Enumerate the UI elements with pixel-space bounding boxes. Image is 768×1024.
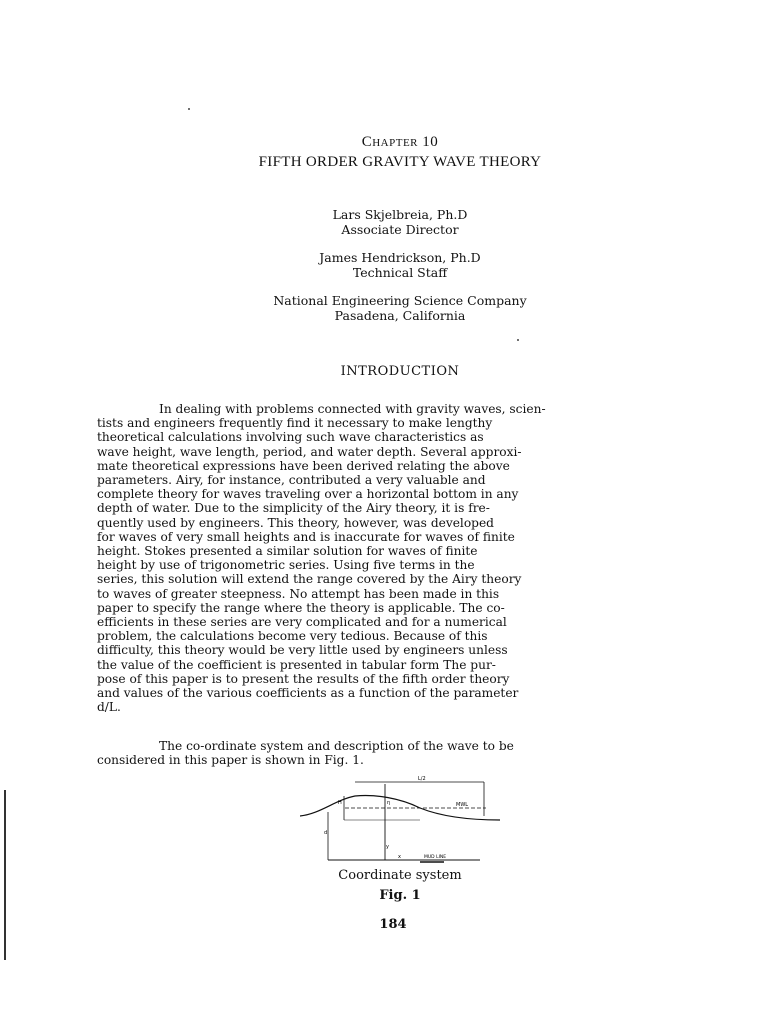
paragraph-line: pose of this paper is to present the results of the fifth order theory	[97, 671, 510, 686]
mud-line-label: MUD LINE	[424, 855, 447, 860]
scan-speck	[517, 339, 519, 341]
introduction-paragraph	[97, 402, 677, 714]
section-heading: INTRODUCTION	[340, 364, 460, 379]
figure-caption: Coordinate system	[338, 868, 462, 883]
paragraph-line: considered in this paper is shown in Fig. 1.	[97, 753, 364, 768]
figure-reference-paragraph	[97, 739, 677, 767]
wave-height-label: H	[338, 800, 342, 806]
paragraph-line: parameters. Airy, for instance, contributed a very valuable and	[97, 473, 486, 488]
paragraph-line: wave height, wave length, period, and water depth. Several approxi-	[97, 444, 522, 459]
depth-label: d	[324, 830, 328, 836]
scan-speck	[188, 108, 190, 110]
chapter-label	[0, 134, 768, 151]
paragraph-line: to waves of greater steepness. No attempt has been made in this	[97, 586, 500, 601]
paragraph-line: difficulty, this theory would be very little used by engineers unless	[97, 643, 508, 658]
paragraph-line: series, this solution will extend the range covered by the Airy theory	[97, 572, 522, 587]
chapter-word: Chapter	[361, 134, 419, 150]
paragraph-line: height by use of trigonometric series. Using five terms in the	[97, 558, 475, 573]
paragraph-line: In dealing with problems connected with gravity waves, scien-	[159, 402, 546, 416]
paragraph-line: paper to specify the range where the theory is applicable. The co-	[97, 600, 505, 615]
author-role: Associate Director	[341, 222, 459, 237]
page-number: 184	[379, 917, 407, 932]
paragraph-line: mate theoretical expressions have been derived relating the above	[97, 458, 510, 473]
paragraph-line: quently used by engineers. This theory, however, was developed	[97, 515, 494, 530]
paragraph-line: efficients in these series are very complicated and for a numerical	[97, 615, 507, 630]
author-role: Technical Staff	[352, 265, 448, 280]
chapter-title: FIFTH ORDER GRAVITY WAVE THEORY	[258, 154, 542, 170]
half-length-label: L/2	[418, 776, 426, 782]
paragraph-line: for waves of very small heights and is inaccurate for waves of finite	[97, 529, 515, 544]
paragraph-line: problem, the calculations become very tedious. Because of this	[97, 629, 488, 644]
y-label: y	[386, 844, 389, 850]
x-label: x	[398, 854, 401, 860]
paragraph-line: depth of water. Due to the simplicity of the Airy theory, it is fre-	[97, 501, 490, 516]
paragraph-line: height. Stokes presented a similar solution for waves of finite	[97, 544, 478, 559]
paragraph-line: and values of the various coefficients as a function of the parameter	[97, 686, 519, 701]
mwl-label: MWL	[456, 802, 469, 808]
coordinate-system-figure	[300, 776, 500, 876]
figure-number: Fig. 1	[379, 888, 421, 903]
affiliation-location: Pasadena, California	[334, 308, 466, 323]
paragraph-line: complete theory for waves traveling over a horizontal bottom in any	[97, 487, 519, 502]
paragraph-line: theoretical calculations involving such wave characteristics as	[97, 430, 484, 445]
chapter-number: 10	[422, 134, 439, 150]
affiliation-company: National Engineering Science Company	[273, 293, 527, 308]
paragraph-line: tists and engineers frequently find it necessary to make lengthy	[97, 416, 493, 431]
paragraph-line: the value of the coefficient is presented in tabular form The pur-	[97, 657, 496, 672]
author-name: Lars Skjelbreia, Ph.D	[332, 207, 468, 222]
author-name: James Hendrickson, Ph.D	[319, 250, 481, 265]
paragraph-line: The co-ordinate system and description of the wave to be	[159, 739, 514, 753]
paragraph-line: d/L.	[97, 700, 121, 715]
eta-label: η	[387, 800, 391, 806]
